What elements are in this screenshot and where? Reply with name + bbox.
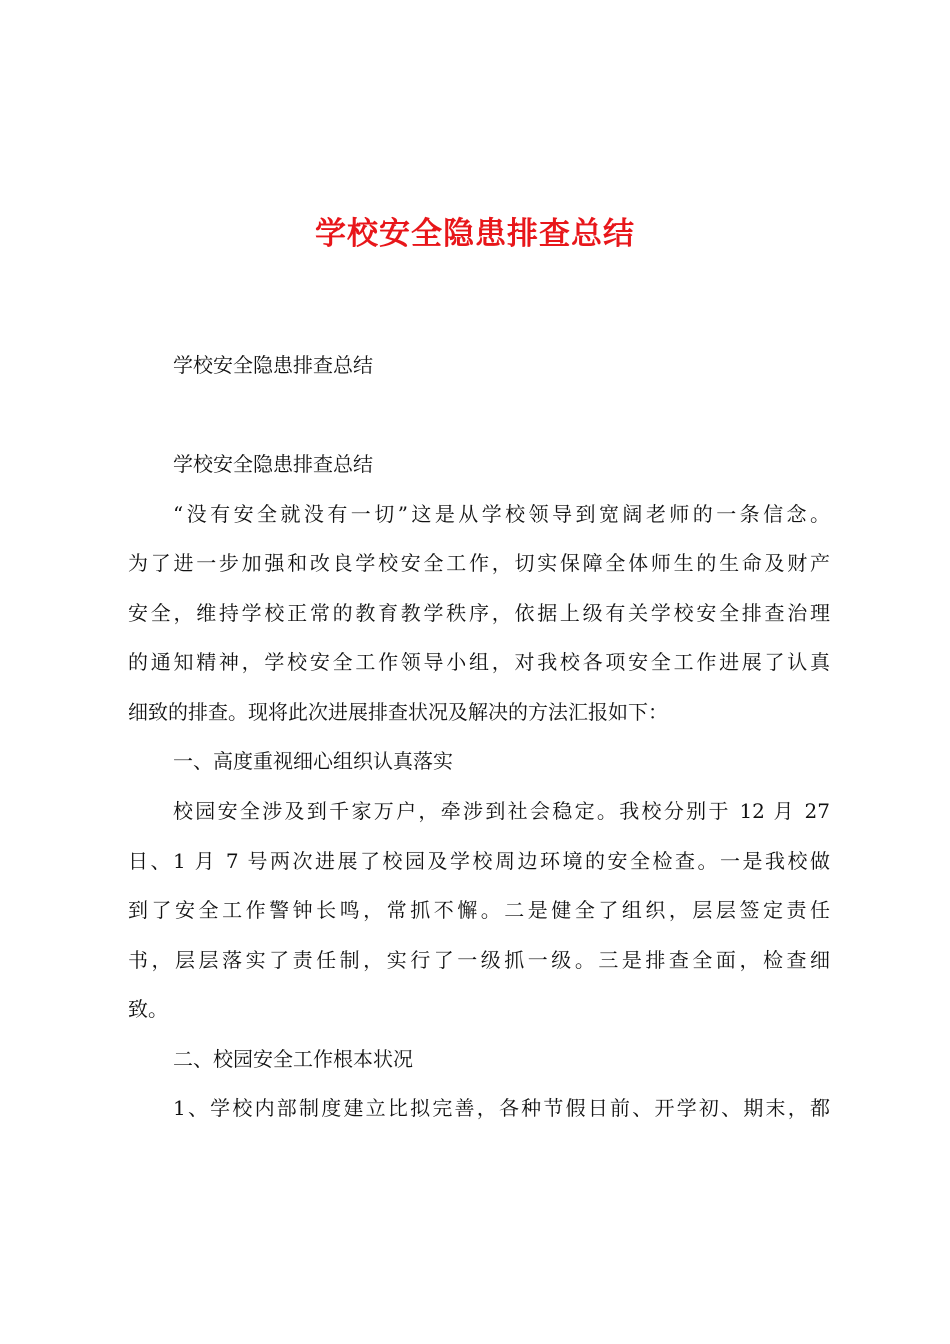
section-heading: 二、校园安全工作根本状况	[173, 1047, 413, 1071]
heading-line: 学校安全隐患排查总结	[173, 452, 373, 476]
paragraph-line: “没有安全就没有一切”这是从学校领导到宽阔老师的一条信念。	[173, 502, 830, 526]
subtitle-line: 学校安全隐患排查总结	[173, 353, 373, 377]
section-heading: 一、高度重视细心组织认真落实	[173, 749, 453, 773]
paragraph-line: 校园安全涉及到千家万户，牵涉到社会稳定。我校分别于 12 月 27	[173, 799, 830, 823]
paragraph-line: 安全，维持学校正常的教育教学秩序，依据上级有关学校安全排查治理	[128, 601, 830, 625]
document-title: 学校安全隐患排查总结	[315, 216, 635, 252]
paragraph-line: 书，层层落实了责任制，实行了一级抓一级。三是排查全面，检查细	[128, 948, 830, 972]
paragraph-line: 1、学校内部制度建立比拟完善，各种节假日前、开学初、期末，都	[173, 1096, 830, 1120]
paragraph-line: 为了进一步加强和改良学校安全工作，切实保障全体师生的生命及财产	[128, 551, 830, 575]
paragraph-line: 到了安全工作警钟长鸣，常抓不懈。二是健全了组织，层层签定责任	[128, 898, 830, 922]
paragraph-line: 致。	[128, 997, 168, 1021]
paragraph-line: 日、1 月 7 号两次进展了校园及学校周边环境的安全检查。一是我校做	[128, 849, 830, 873]
paragraph-line: 细致的排查。现将此次进展排查状况及解决的方法汇报如下：	[128, 700, 668, 724]
paragraph-line: 的通知精神，学校安全工作领导小组，对我校各项安全工作进展了认真	[128, 650, 830, 674]
